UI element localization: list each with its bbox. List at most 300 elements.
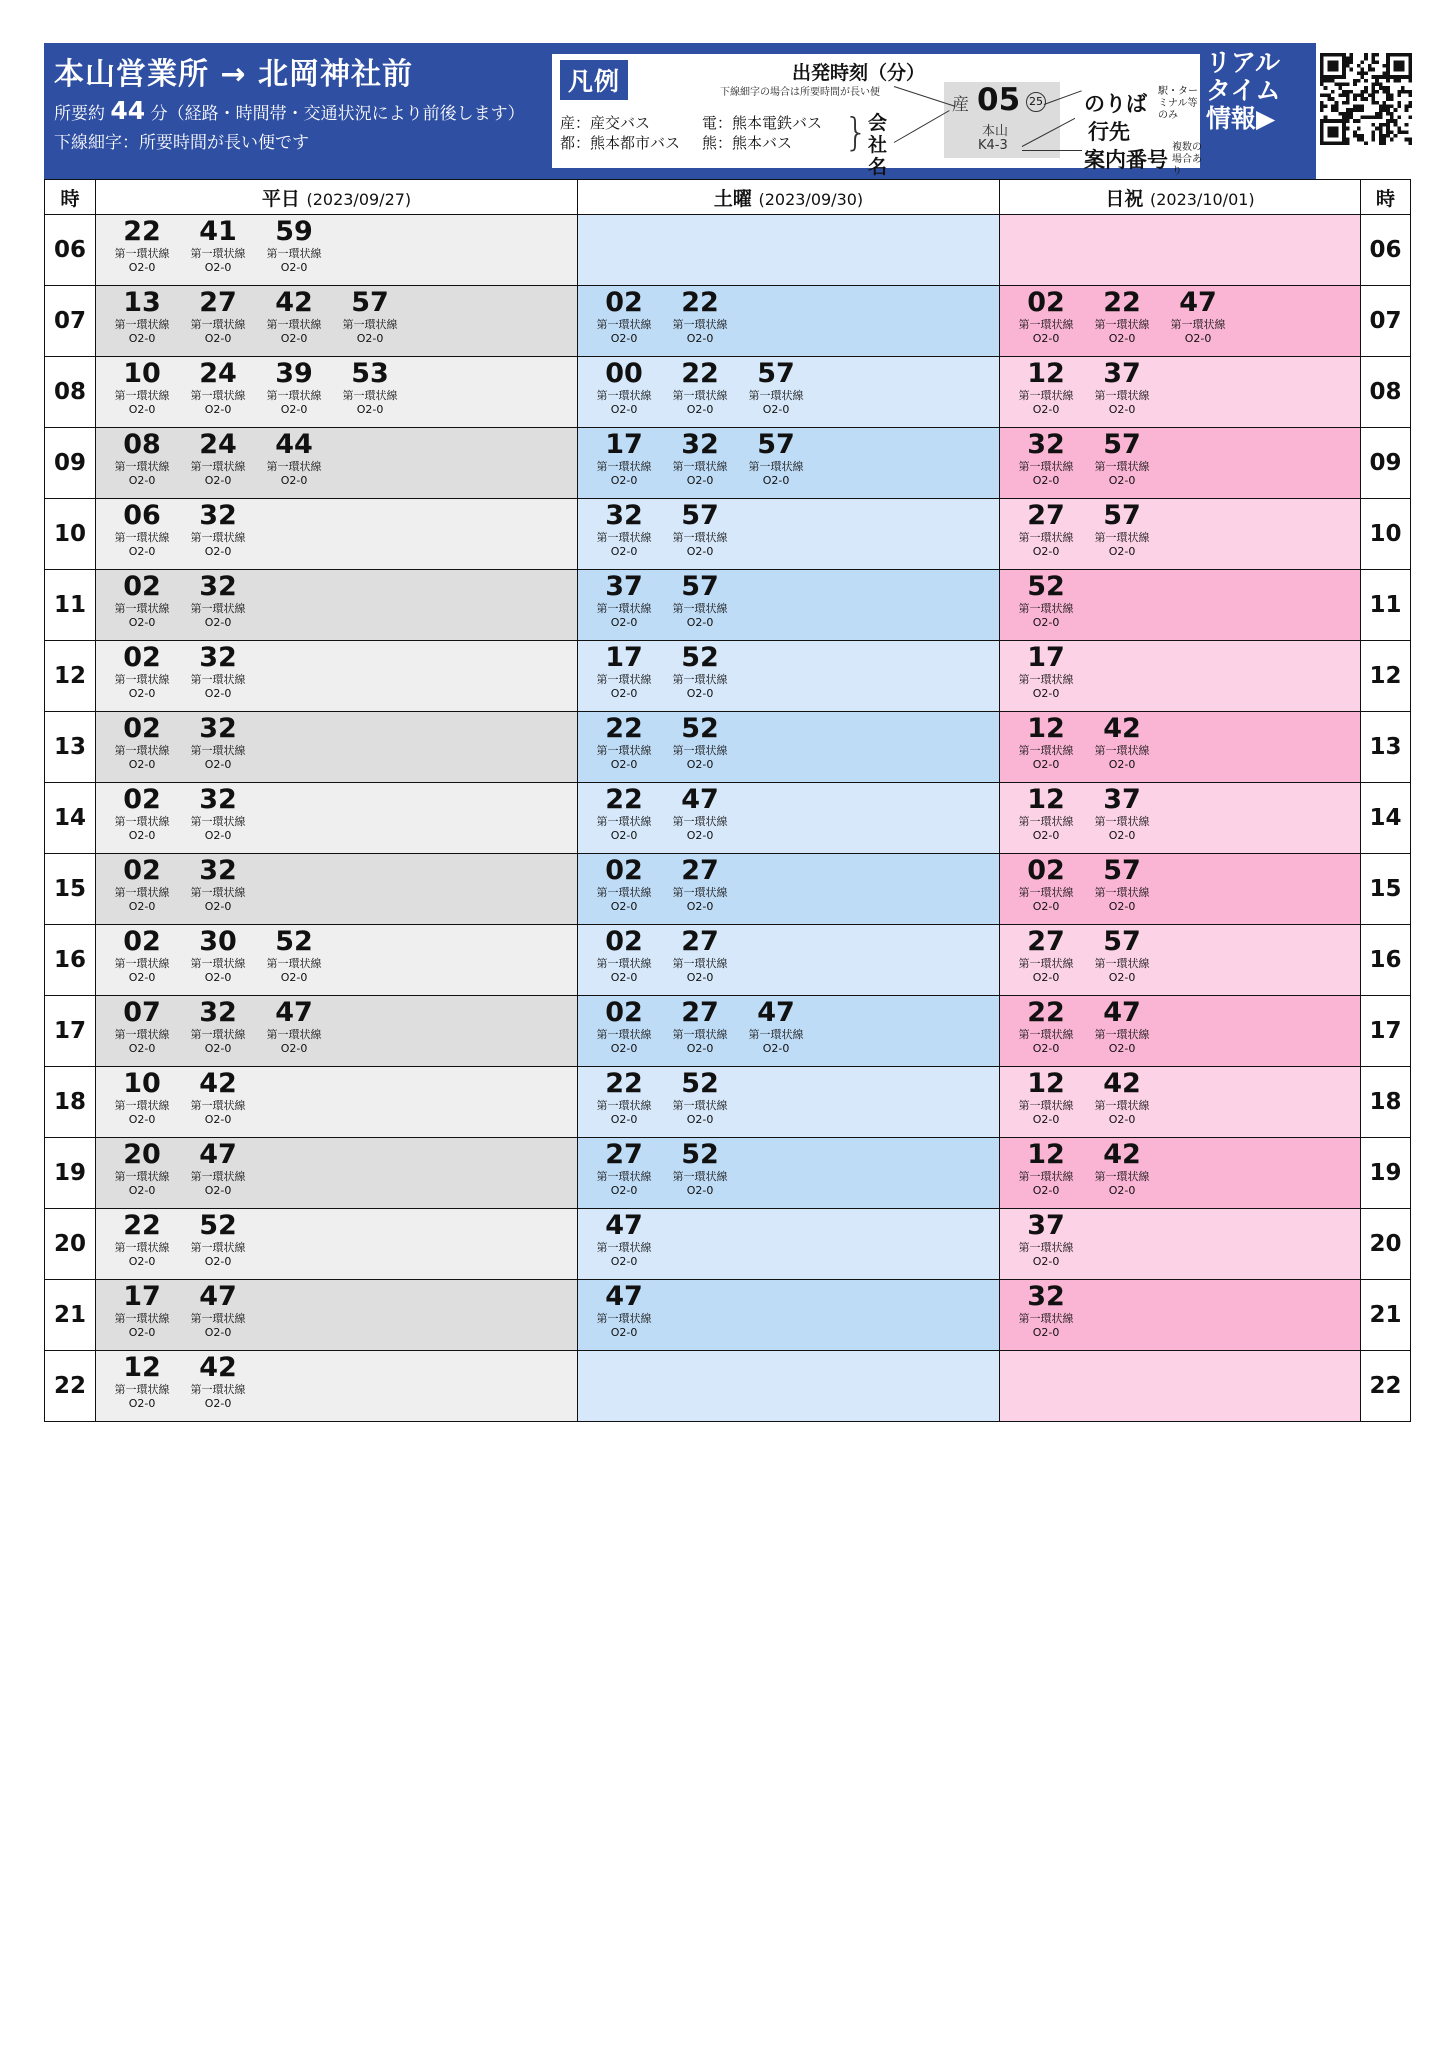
departure-minute: 41 [199,216,237,247]
departure-destination: 第一環状線 [114,815,170,828]
departure-destination: 第一環状線 [596,1241,652,1254]
weekday-cell [96,499,578,570]
departure-destination: 第一環状線 [190,531,246,544]
departure[interactable] [1084,785,1160,843]
departure-minute: 32 [199,571,237,602]
departure[interactable] [1084,288,1160,346]
hour-cell: 11 [1361,570,1411,641]
departure-destination: 第一環状線 [1018,1028,1074,1041]
departure[interactable] [662,1069,738,1127]
departure[interactable] [104,1353,180,1411]
departure[interactable] [586,288,662,346]
holiday-cell [1000,925,1361,996]
weekday-label: 平日 [261,187,300,210]
departure-route-number: O2-0 [1108,474,1136,487]
departure-minute: 12 [1027,1068,1065,1099]
departure-minute: 22 [681,287,719,318]
departure-route-number: O2-0 [1032,616,1060,629]
departure[interactable] [104,572,180,630]
departure-minute: 47 [681,784,719,815]
departure[interactable] [586,1069,662,1127]
hour-row [45,570,1411,641]
departure[interactable] [586,927,662,985]
departure[interactable] [104,501,180,559]
departure-route-number: O2-0 [1032,1255,1060,1268]
departure-minute: 47 [605,1210,643,1241]
departure-minute: 57 [1103,429,1141,460]
departure-minute: 02 [123,855,161,886]
departure-list [96,570,577,640]
departure-route-number: O2-0 [1184,332,1212,345]
departure[interactable] [1008,856,1084,914]
departure-destination: 第一環状線 [672,815,728,828]
legend-number-note: 複数の場合あり [1172,142,1202,177]
weekday-header [96,180,578,215]
departure-minute: 57 [757,429,795,460]
departure-route-number: O2-0 [128,1184,156,1197]
legend-box [552,54,1202,178]
hour-cell: 06 [45,215,96,286]
departure-destination: 第一環状線 [748,1028,804,1041]
departure[interactable] [104,927,180,985]
departure-list [578,570,999,640]
departure-destination: 第一環状線 [596,460,652,473]
hour-row [45,641,1411,712]
realtime-line: 情報▶ [1206,104,1276,133]
departure[interactable] [1008,572,1084,630]
departure[interactable] [738,430,814,488]
departure-route-number: O2-0 [280,332,308,345]
departure-minute: 22 [123,216,161,247]
departure[interactable] [180,217,256,275]
departure[interactable] [180,1282,256,1340]
departure-list [578,854,999,924]
departure[interactable] [1008,643,1084,701]
holiday-label: 日祝 [1105,187,1144,210]
departure-destination: 第一環状線 [596,1028,652,1041]
holiday-cell [1000,1138,1361,1209]
departure[interactable] [586,785,662,843]
departure-minute: 32 [199,500,237,531]
departure[interactable] [662,714,738,772]
departure-route-number: O2-0 [686,474,714,487]
hour-cell: 08 [1361,357,1411,428]
departure-route-number: O2-0 [128,758,156,771]
departure-list [96,1209,577,1279]
departure[interactable] [662,430,738,488]
departure-minute: 52 [681,713,719,744]
departure-minute: 27 [1027,500,1065,531]
qr-code-icon[interactable] [1320,53,1412,145]
departure-minute: 47 [275,997,313,1028]
departure-minute: 17 [605,429,643,460]
departure[interactable] [180,1069,256,1127]
departure-route-number: O2-0 [762,474,790,487]
departure-minute: 47 [1179,287,1217,318]
departure-minute: 32 [1027,1281,1065,1312]
departure[interactable] [662,856,738,914]
departure-minute: 02 [605,855,643,886]
departure[interactable] [332,359,408,417]
departure[interactable] [1084,714,1160,772]
departure[interactable] [586,998,662,1056]
holiday-cell [1000,996,1361,1067]
departure[interactable] [180,785,256,843]
departure-list [96,996,577,1066]
departure-destination: 第一環状線 [672,744,728,757]
departure[interactable] [1008,785,1084,843]
departure[interactable] [662,288,738,346]
departure-list [578,1138,999,1208]
departure-route-number: O2-0 [356,403,384,416]
departure-destination: 第一環状線 [190,1241,246,1254]
departure-route-number: O2-0 [1032,1326,1060,1339]
departure-minute: 00 [605,358,643,389]
hour-cell: 08 [45,357,96,428]
departure-destination: 第一環状線 [114,1099,170,1112]
departure-destination: 第一環状線 [190,1383,246,1396]
departure-destination: 第一環状線 [1018,1099,1074,1112]
holiday-cell [1000,1209,1361,1280]
departure-route-number: O2-0 [1032,1184,1060,1197]
departure-minute: 37 [1103,784,1141,815]
hour-header: 時 [45,180,96,215]
route-title: 本山営業所 → 北岡神社前 [54,57,414,92]
departure-minute: 42 [1103,1139,1141,1170]
departure-list [1000,357,1360,427]
departure-destination: 第一環状線 [1094,957,1150,970]
departure-destination: 第一環状線 [114,1312,170,1325]
departure-destination: 第一環状線 [190,1170,246,1183]
legend-company-label: 会社名 [868,112,888,178]
hour-cell: 12 [1361,641,1411,712]
departure-destination: 第一環状線 [114,1383,170,1396]
departure-route-number: O2-0 [128,971,156,984]
departure[interactable] [256,430,332,488]
departure-route-number: O2-0 [128,261,156,274]
departure[interactable] [104,1069,180,1127]
departure-list [578,499,999,569]
departure[interactable] [586,1211,662,1269]
hour-cell: 15 [45,854,96,925]
departure[interactable] [662,785,738,843]
departure-route-number: O2-0 [1032,829,1060,842]
departure-route-number: O2-0 [610,758,638,771]
legend-number-label: 案内番号 [1084,148,1168,172]
departure[interactable] [104,430,180,488]
departure-list [96,428,577,498]
hour-row [45,712,1411,783]
hour-row [45,499,1411,570]
departure-route-number: O2-0 [204,261,232,274]
legend-badge: 凡例 [560,60,628,100]
departure-destination: 第一環状線 [1018,1170,1074,1183]
departure[interactable] [180,572,256,630]
hour-cell: 07 [45,286,96,357]
departure[interactable] [1084,1069,1160,1127]
hour-cell: 21 [45,1280,96,1351]
departure-list [1000,783,1360,853]
hour-cell: 09 [1361,428,1411,499]
departure-list [1000,1067,1360,1137]
departure-destination: 第一環状線 [672,531,728,544]
qr-code-container[interactable] [1316,43,1410,179]
departure[interactable] [1084,1140,1160,1198]
hour-cell: 12 [45,641,96,712]
saturday-cell [578,215,1000,286]
departure-list [578,286,999,356]
departure-minute: 32 [199,855,237,886]
departure-destination: 第一環状線 [114,1170,170,1183]
departure-route-number: O2-0 [1108,1113,1136,1126]
departure[interactable] [180,927,256,985]
departure-destination: 第一環状線 [1094,389,1150,402]
departure[interactable] [586,1140,662,1198]
departure[interactable] [586,430,662,488]
departure[interactable] [104,998,180,1056]
hour-cell: 17 [45,996,96,1067]
saturday-cell [578,854,1000,925]
departure-list [578,428,999,498]
departure[interactable] [104,359,180,417]
departure-list [1000,925,1360,995]
legend-sample-minute: 05 [977,82,1021,118]
departure-destination: 第一環状線 [596,389,652,402]
departure-route-number: O2-0 [204,900,232,913]
departure-route-number: O2-0 [1032,758,1060,771]
departure-list [96,286,577,356]
departure[interactable] [1008,501,1084,559]
departure[interactable] [738,359,814,417]
departure-route-number: O2-0 [204,1255,232,1268]
departure[interactable] [1008,998,1084,1056]
realtime-line: タイム [1206,76,1281,105]
saturday-cell [578,1209,1000,1280]
departure-list [1000,215,1360,285]
departure-destination: 第一環状線 [672,1028,728,1041]
saturday-cell [578,996,1000,1067]
departure-route-number: O2-0 [610,900,638,913]
departure[interactable] [1008,1282,1084,1340]
saturday-cell [578,357,1000,428]
departure-destination: 第一環状線 [114,389,170,402]
departure-destination: 第一環状線 [266,247,322,260]
departure[interactable] [104,1140,180,1198]
saturday-cell [578,712,1000,783]
departure[interactable] [104,643,180,701]
departure-minute: 20 [123,1139,161,1170]
departure-minute: 27 [681,926,719,957]
departure-destination: 第一環状線 [190,389,246,402]
departure[interactable] [1008,714,1084,772]
holiday-cell [1000,286,1361,357]
departure[interactable] [586,1282,662,1340]
departure[interactable] [586,572,662,630]
departure-route-number: O2-0 [686,971,714,984]
departure[interactable] [1084,359,1160,417]
departure[interactable] [180,998,256,1056]
departure-route-number: O2-0 [610,1255,638,1268]
departure-route-number: O2-0 [1032,1042,1060,1055]
departure[interactable] [1084,998,1160,1056]
departure[interactable] [104,217,180,275]
legend-pole-label: のりば [1084,92,1147,116]
departure[interactable] [1084,501,1160,559]
departure-list [1000,996,1360,1066]
hour-row [45,854,1411,925]
saturday-cell [578,286,1000,357]
departure[interactable] [180,430,256,488]
departure-route-number: O2-0 [686,829,714,842]
departure[interactable] [1008,359,1084,417]
weekday-cell [96,1351,578,1422]
weekday-cell [96,428,578,499]
departure[interactable] [586,643,662,701]
departure-minute: 02 [605,287,643,318]
saturday-cell [578,1280,1000,1351]
departure[interactable] [586,714,662,772]
legend-connector [894,110,950,143]
departure-route-number: O2-0 [762,1042,790,1055]
departure[interactable] [256,359,332,417]
departure-destination: 第一環状線 [1018,1312,1074,1325]
hour-row [45,783,1411,854]
departure-route-number: O2-0 [1108,829,1136,842]
departure[interactable] [586,856,662,914]
holiday-date: (2023/10/01) [1149,189,1255,209]
hour-cell: 19 [1361,1138,1411,1209]
hour-cell: 16 [45,925,96,996]
holiday-header [1000,180,1361,215]
departure[interactable] [1008,1211,1084,1269]
hour-cell: 14 [1361,783,1411,854]
departure-minute: 02 [123,926,161,957]
departure-destination: 第一環状線 [596,531,652,544]
realtime-line: リアル [1206,48,1281,77]
departure[interactable] [662,1140,738,1198]
departure-minute: 59 [275,216,313,247]
departure-minute: 37 [1027,1210,1065,1241]
departure[interactable] [104,288,180,346]
departure[interactable] [180,501,256,559]
weekday-cell [96,357,578,428]
hour-row [45,925,1411,996]
departure[interactable] [1008,927,1084,985]
hour-cell: 10 [45,499,96,570]
departure-route-number: O2-0 [204,758,232,771]
departure-route-number: O2-0 [204,616,232,629]
departure-minute: 57 [681,571,719,602]
departure-destination: 第一環状線 [1018,1241,1074,1254]
duration-suffix: 分（経路・時間帯・交通状況により前後します） [150,104,525,124]
departure-minute: 17 [1027,642,1065,673]
departure-destination: 第一環状線 [190,247,246,260]
departure[interactable] [180,714,256,772]
departure[interactable] [104,714,180,772]
hour-cell: 10 [1361,499,1411,570]
hour-cell: 18 [1361,1067,1411,1138]
departure-minute: 02 [123,784,161,815]
departure-route-number: O2-0 [762,403,790,416]
departure[interactable] [180,288,256,346]
departure[interactable] [1084,927,1160,985]
departure-list [578,712,999,782]
departure[interactable] [662,998,738,1056]
departure[interactable] [180,1211,256,1269]
departure-route-number: O2-0 [204,971,232,984]
departure-route-number: O2-0 [610,1113,638,1126]
departure-destination: 第一環状線 [1094,744,1150,757]
hour-cell: 13 [45,712,96,783]
departure[interactable] [104,1211,180,1269]
departure-destination: 第一環状線 [114,673,170,686]
departure[interactable] [1008,430,1084,488]
departure-minute: 12 [1027,1139,1065,1170]
legend-company: 都：熊本都市バス [560,134,681,152]
departure-list [578,357,999,427]
departure[interactable] [662,359,738,417]
departure-destination: 第一環状線 [342,318,398,331]
departure-destination: 第一環状線 [672,1170,728,1183]
departure[interactable] [1008,1140,1084,1198]
departure-minute: 27 [1027,926,1065,957]
departure[interactable] [180,1353,256,1411]
departure-destination: 第一環状線 [596,957,652,970]
departure[interactable] [256,927,332,985]
departure-route-number: O2-0 [128,1326,156,1339]
departure[interactable] [586,501,662,559]
departure[interactable] [180,856,256,914]
departure[interactable] [662,501,738,559]
departure[interactable] [662,572,738,630]
departure[interactable] [662,927,738,985]
departure-minute: 08 [123,429,161,460]
saturday-cell [578,428,1000,499]
departure[interactable] [180,1140,256,1198]
departure[interactable] [332,288,408,346]
departure-route-number: O2-0 [1032,474,1060,487]
departure-route-number: O2-0 [204,332,232,345]
timetable-body [45,215,1411,1422]
departure[interactable] [180,643,256,701]
departure[interactable] [1160,288,1236,346]
departure[interactable] [586,359,662,417]
hour-header: 時 [1361,180,1411,215]
departure[interactable] [104,856,180,914]
departure[interactable] [256,288,332,346]
realtime-info-link[interactable] [1206,49,1316,173]
departure[interactable] [104,1282,180,1340]
departure[interactable] [1084,856,1160,914]
departure-minute: 22 [681,358,719,389]
departure[interactable] [256,217,332,275]
departure[interactable] [104,785,180,843]
saturday-cell [578,570,1000,641]
departure-destination: 第一環状線 [1018,531,1074,544]
departure[interactable] [180,359,256,417]
departure-list [96,712,577,782]
departure-minute: 22 [1103,287,1141,318]
departure[interactable] [256,998,332,1056]
departure[interactable] [1008,1069,1084,1127]
departure[interactable] [1084,430,1160,488]
departure[interactable] [1008,288,1084,346]
departure-route-number: O2-0 [128,900,156,913]
departure[interactable] [662,643,738,701]
hour-cell: 18 [45,1067,96,1138]
departure[interactable] [738,998,814,1056]
departure-route-number: O2-0 [1108,1042,1136,1055]
